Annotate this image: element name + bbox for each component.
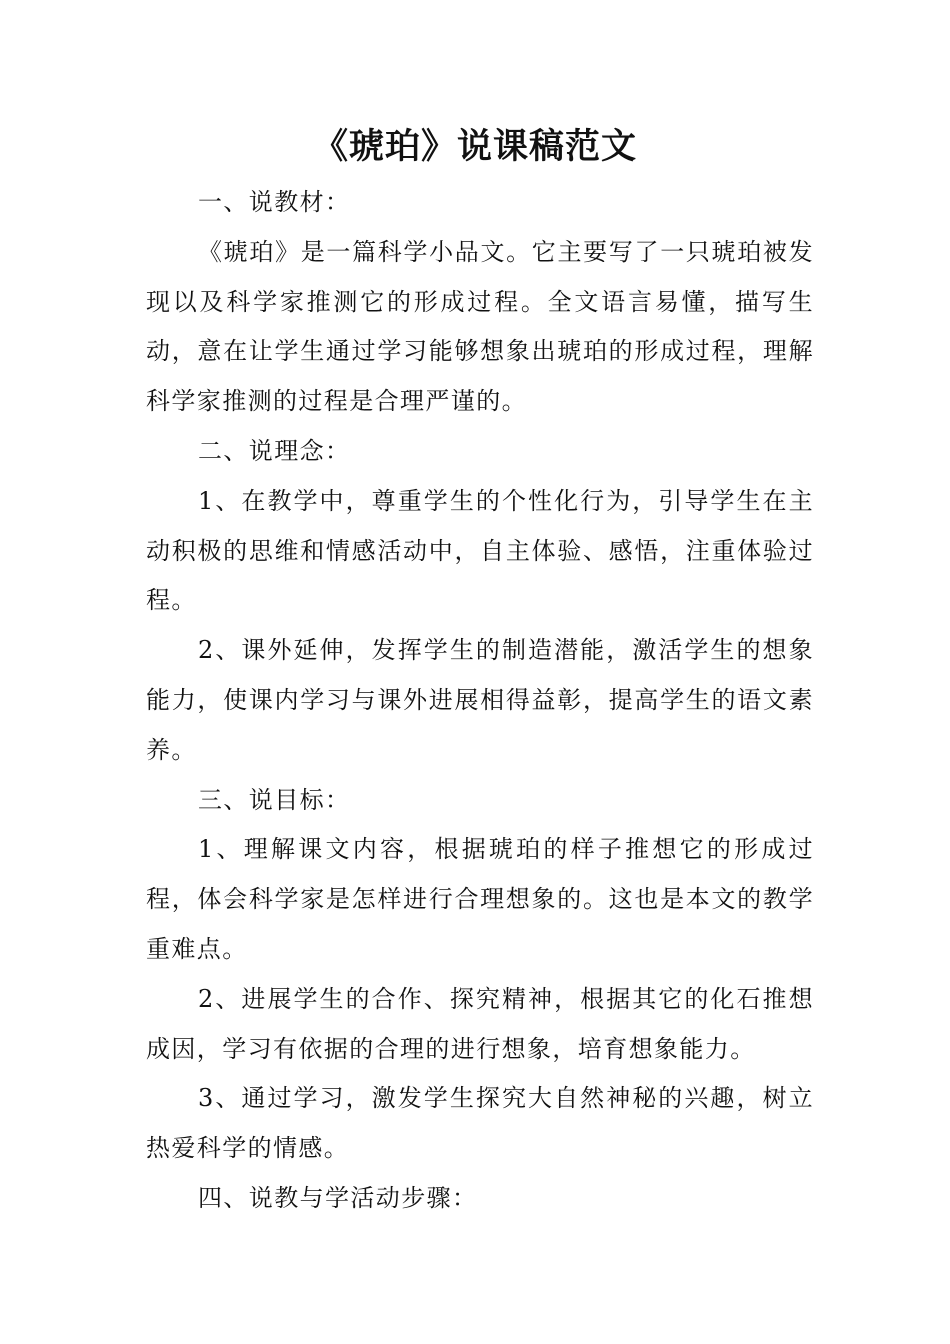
section-heading-goals: 三、说目标： <box>198 785 351 814</box>
section-heading-concept: 二、说理念： <box>198 436 351 465</box>
paragraph-concept-1: 1、在教学中，尊重学生的个性化行为，引导学生在主动积极的思维和情感活动中，自主体验、感悟，注重体验过程。 <box>146 486 814 615</box>
paragraph-goal-2: 2、进展学生的合作、探究精神，根据其它的化石推想成因，学习有依据的合理的进行想象，培育想象能力。 <box>146 984 814 1063</box>
document-title: 《琥珀》说课稿范文 <box>312 127 637 167</box>
section-heading-activity-steps: 四、说教与学活动步骤： <box>198 1183 478 1212</box>
paragraph-concept-2: 2、课外延伸，发挥学生的制造潜能，激活学生的想象能力，使课内学习与课外进展相得益彰，提高学生的语文素养。 <box>146 636 814 764</box>
paragraph-goal-1: 1、理解课文内容，根据琥珀的样子推想它的形成过程，体会科学家是怎样进行合理想象的。这也是本文的教学重难点。 <box>146 835 814 963</box>
paragraph-material-description: 《琥珀》是一篇科学小品文。它主要写了一只琥珀被发现以及科学家推测它的形成过程。全文语言易懂，描写生动，意在让学生通过学习能够想象出琥珀的形成过程，理解科学家推测的过程是合理严谨的。 <box>146 237 814 416</box>
paragraph-goal-3: 3、通过学习，激发学生探究大自然神秘的兴趣，树立热爱科学的情感。 <box>146 1084 814 1163</box>
section-heading-teaching-material: 一、说教材： <box>198 188 351 216</box>
document-body <box>146 178 814 1224</box>
